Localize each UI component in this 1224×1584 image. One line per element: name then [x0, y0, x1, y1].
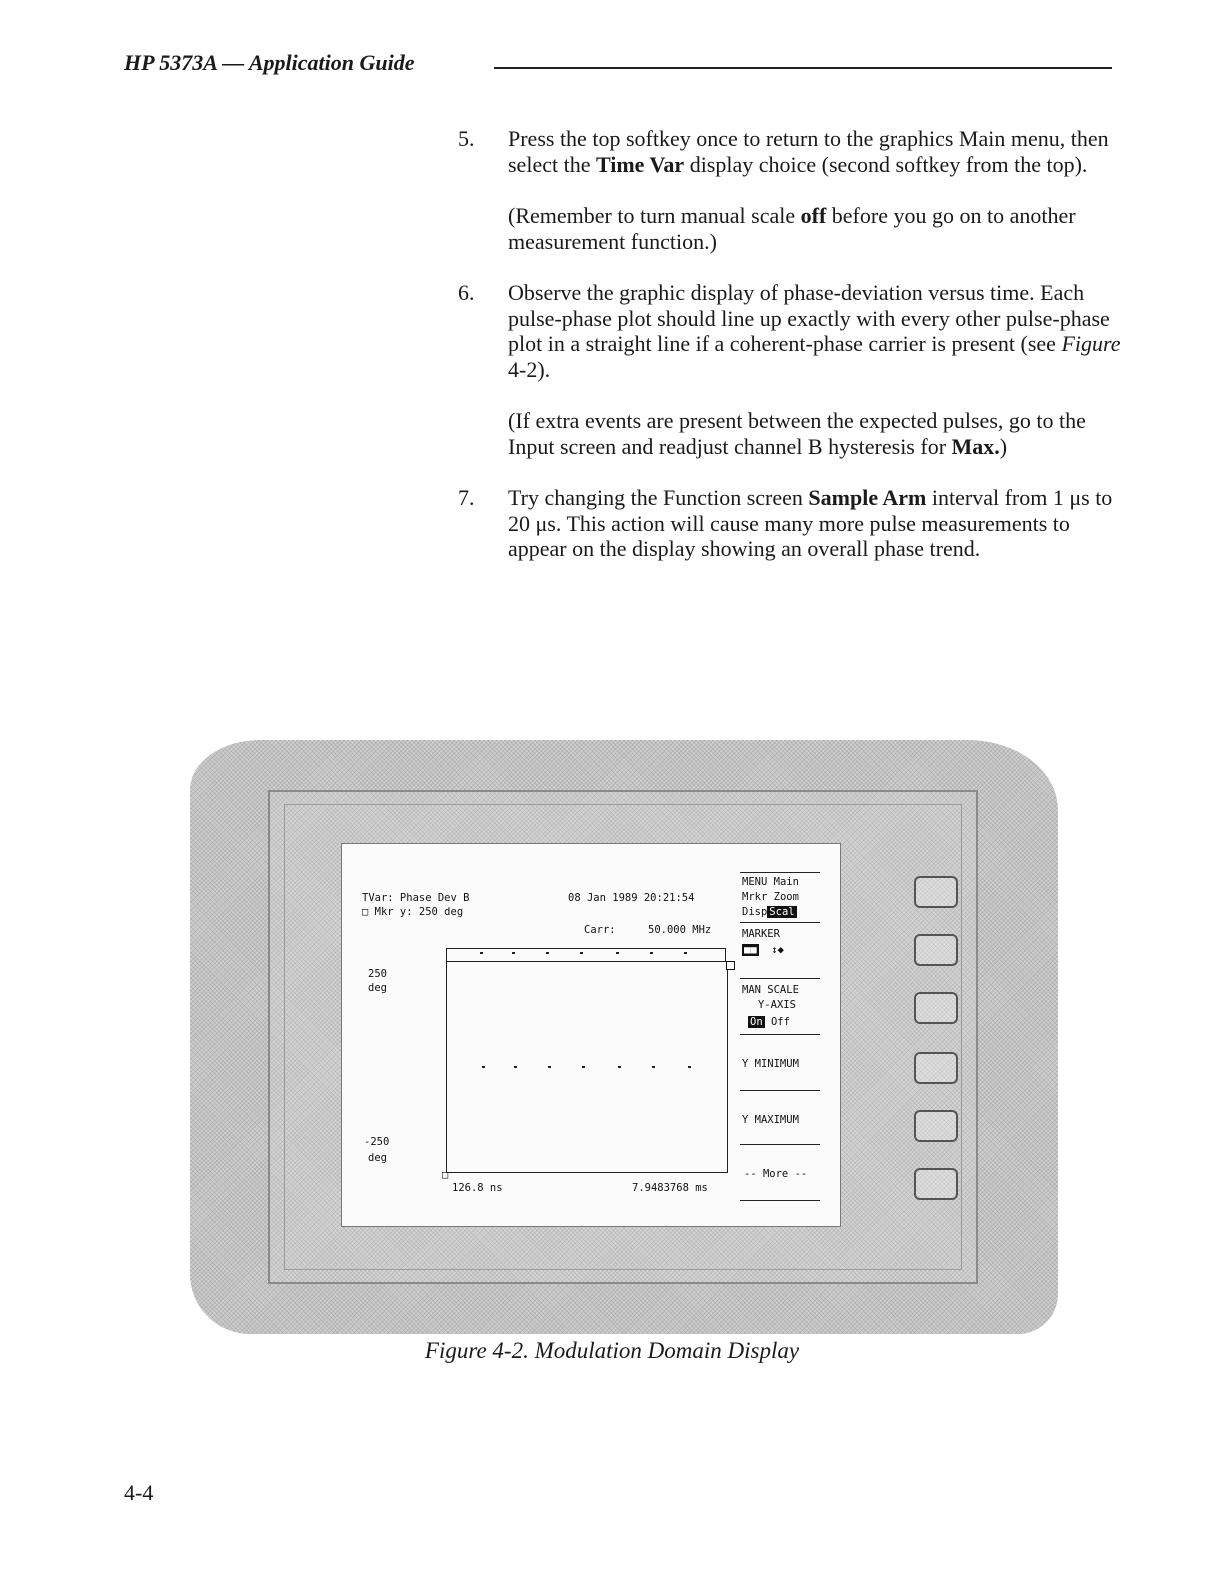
y-bottom-unit: deg — [368, 1152, 387, 1164]
softkey-6[interactable] — [914, 1168, 958, 1200]
phase-point — [652, 1066, 655, 1068]
plot-corner-marker — [726, 961, 735, 970]
softkey-5[interactable] — [914, 1110, 958, 1142]
marker-control[interactable]: ■■ ↕◆ — [744, 944, 784, 956]
step-note: (Remember to turn manual scale off before you go on to another measurement function.) — [508, 203, 1076, 254]
phase-point — [514, 1066, 517, 1068]
more-key[interactable]: -- More -- — [744, 1168, 808, 1180]
y-top-unit: deg — [368, 982, 387, 994]
manual-scale-toggle[interactable]: On Off — [750, 1016, 790, 1028]
softkey-1[interactable] — [914, 876, 958, 908]
marker-strip — [446, 948, 726, 962]
y-axis-label: Y-AXIS — [758, 999, 796, 1011]
softkey-4[interactable] — [914, 1052, 958, 1084]
instruction-steps — [456, 126, 1126, 588]
step-paragraph: Observe the graphic display of phase-deviation versus time. Each pulse-phase plot should line up exactly with every other pulse-phase plot in a straight line if a coherent-phase carrier is present (see Figure 4-2). — [508, 280, 1121, 382]
y-top-value: 250 — [368, 968, 387, 980]
plot-area — [446, 962, 728, 1173]
menu-item-mrkr[interactable]: Mrkr Zoom — [742, 891, 799, 903]
step-7 — [456, 485, 1126, 562]
step-paragraph: Try changing the Function screen Sample Arm interval from 1 μs to 20 μs. This action will cause many more pulse measurements to appear on the display showing an overall phase trend. — [508, 485, 1113, 561]
running-header: HP 5373A — Application Guide — [124, 50, 415, 75]
strip-point — [546, 952, 549, 954]
header-rule — [494, 67, 1112, 69]
page-number: 4-4 — [124, 1480, 154, 1505]
softkey-2[interactable] — [914, 934, 958, 966]
screen-title: TVar: Phase Dev B — [362, 892, 470, 904]
x-origin-marker: □ — [442, 1169, 449, 1181]
y-maximum-key[interactable]: Y MAXIMUM — [742, 1114, 799, 1126]
step-number: 7. — [458, 485, 475, 510]
phase-point — [582, 1066, 585, 1068]
menu-item-menu[interactable]: MENU Main — [742, 876, 799, 888]
step-number: 6. — [458, 280, 475, 305]
datetime: 08 Jan 1989 20:21:54 — [568, 892, 695, 904]
x-end-label: 7.9483768 ms — [632, 1182, 708, 1194]
y-bottom-value: -250 — [364, 1136, 390, 1148]
menu-item-disp[interactable]: Disp Scal — [742, 906, 795, 918]
marker-label[interactable]: MARKER — [742, 928, 780, 940]
figure-caption: Figure 4-2. Modulation Domain Display — [424, 1338, 800, 1363]
phase-point — [482, 1066, 485, 1068]
strip-point — [580, 952, 583, 954]
phase-point — [688, 1066, 691, 1068]
strip-point — [480, 952, 483, 954]
phase-point — [548, 1066, 551, 1068]
instrument-photo — [190, 740, 1058, 1334]
step-6 — [456, 280, 1126, 459]
step-note: (If extra events are present between the expected pulses, go to the Input screen and readjust channel B hysteresis for Max.) — [508, 408, 1086, 459]
carrier-label: Carr: — [584, 924, 616, 936]
man-scale-label[interactable]: MAN SCALE — [742, 984, 799, 996]
strip-point — [684, 952, 687, 954]
strip-point — [512, 952, 515, 954]
step-5 — [456, 126, 1126, 254]
step-paragraph: Press the top softkey once to return to the graphics Main menu, then select the Time Var display choice (second softkey from the top). — [508, 126, 1109, 177]
strip-point — [650, 952, 653, 954]
softkey-3[interactable] — [914, 992, 958, 1024]
x-start-label: 126.8 ns — [452, 1182, 503, 1194]
phase-point — [618, 1066, 621, 1068]
instrument-screen — [342, 844, 840, 1226]
carrier-value: 50.000 MHz — [648, 924, 712, 936]
y-minimum-key[interactable]: Y MINIMUM — [742, 1058, 799, 1070]
step-number: 5. — [458, 126, 475, 151]
marker-readout: □ Mkr y: 250 deg — [362, 906, 464, 918]
strip-point — [616, 952, 619, 954]
